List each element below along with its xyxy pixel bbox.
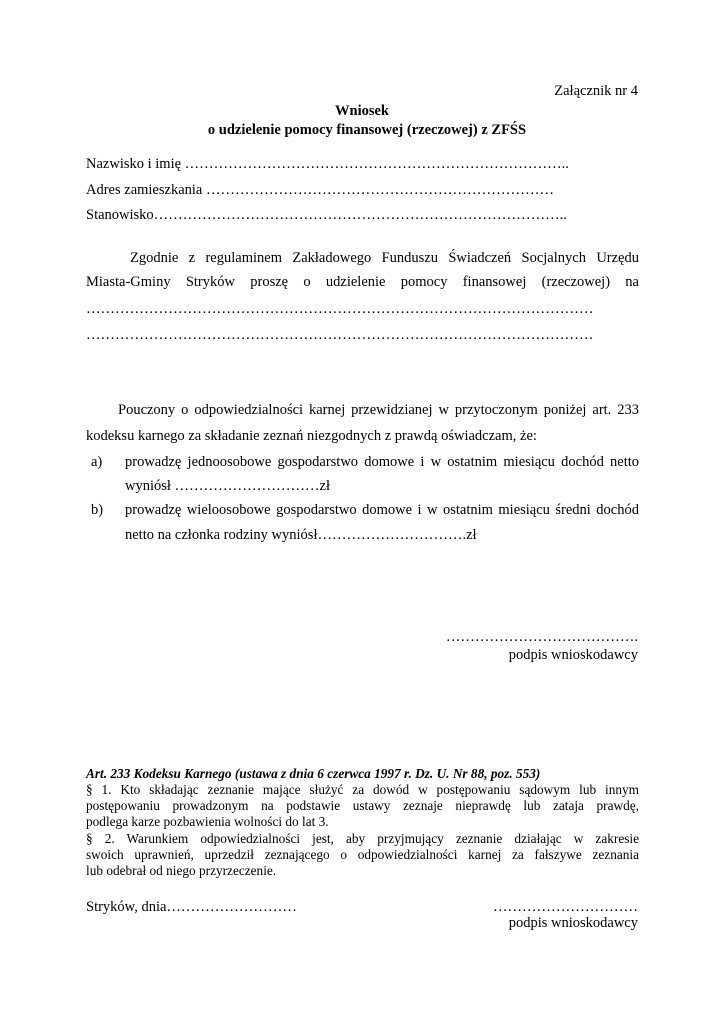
name-label: Nazwisko i imię	[86, 156, 182, 172]
declaration-line-2: kodeksu karnego za składanie zeznań niezgodnych z prawdą oświadczam, że:	[86, 428, 537, 444]
law-heading: Art. 233 Kodeksu Karnego (ustawa z dnia 6 czerwca 1997 r. Dz. U. Nr 88, poz. 553)	[86, 766, 541, 781]
law-p2-line-3: lub odebrał od niego przyrzeczenie.	[86, 863, 277, 878]
law-p1-line-2: postępowaniu prowadzonym na podstawie ustawy zeznaje nieprawdę lub zataja prawdę,	[86, 798, 639, 813]
option-a-marker: a)	[91, 454, 103, 470]
document-subtitle: o udzielenie pomocy finansowej (rzeczowej) z ZFŚS	[207, 122, 527, 138]
request-dots-2[interactable]: ……………………………………………………………………………………………	[86, 327, 594, 343]
option-b-line-1: prowadzę wieloosobowe gospodarstwo domowe i w ostatnim miesiącu średni dochód	[125, 502, 639, 518]
request-line-1: Zgodnie z regulaminem Zakładowego Funduszu Świadczeń Socjalnych Urzędu	[130, 250, 639, 266]
attachment-label: Załącznik nr 4	[554, 83, 638, 99]
option-b-marker: b)	[91, 502, 104, 518]
law-p1-line-3: podlega karze pozbawienia wolności do lat 3.	[86, 814, 329, 829]
place-date-field[interactable]: Stryków, dnia………………………	[86, 899, 297, 915]
signature-dots[interactable]: ………………………………….	[445, 629, 638, 645]
law-p2-line-1: § 2. Warunkiem odpowiedzialności jest, aby przyjmujący zeznanie działając w zakresie	[86, 831, 639, 846]
law-p2-line-2: swoich uprawnień, uprzedził zeznającego o odpowiedzialności karnej za fałszywe zeznania	[86, 847, 639, 862]
address-field[interactable]	[86, 182, 554, 199]
name-dots: ……………………………………………………………………..	[184, 156, 569, 172]
address-label: Adres zamieszkania	[86, 182, 203, 198]
position-label: Stanowisko	[86, 207, 154, 223]
footer-signature-label: podpis wnioskodawcy	[508, 915, 638, 931]
option-a-line-1: prowadzę jednoosobowe gospodarstwo domowe i w ostatnim miesiącu dochód netto	[125, 454, 639, 470]
option-b-income-field[interactable]: netto na członka rodziny wyniósł………………………….zł	[125, 527, 477, 543]
law-p1-line-1: § 1. Kto składając zeznanie mające służyć za dowód w postępowaniu sądowym lub innym	[86, 782, 639, 797]
position-field[interactable]	[86, 207, 567, 224]
signature-label: podpis wnioskodawcy	[508, 647, 638, 663]
document-title: Wniosek	[335, 103, 389, 119]
name-field[interactable]	[86, 156, 569, 173]
footer-signature-dots[interactable]: …………………………	[493, 899, 638, 915]
request-dots-1[interactable]: ……………………………………………………………………………………………	[86, 301, 594, 317]
option-a-income-field[interactable]: wyniósł …………………………zł	[125, 478, 331, 494]
address-dots: ………………………………………………………………	[205, 182, 554, 198]
declaration-line-1: Pouczony o odpowiedzialności karnej przewidzianej w przytoczonym poniżej art. 233	[118, 402, 639, 418]
request-line-2: Miasta-Gminy Stryków proszę o udzielenie pomocy finansowej (rzeczowej) na	[86, 274, 639, 290]
position-dots: …………………………………………………………………………..	[153, 207, 567, 223]
